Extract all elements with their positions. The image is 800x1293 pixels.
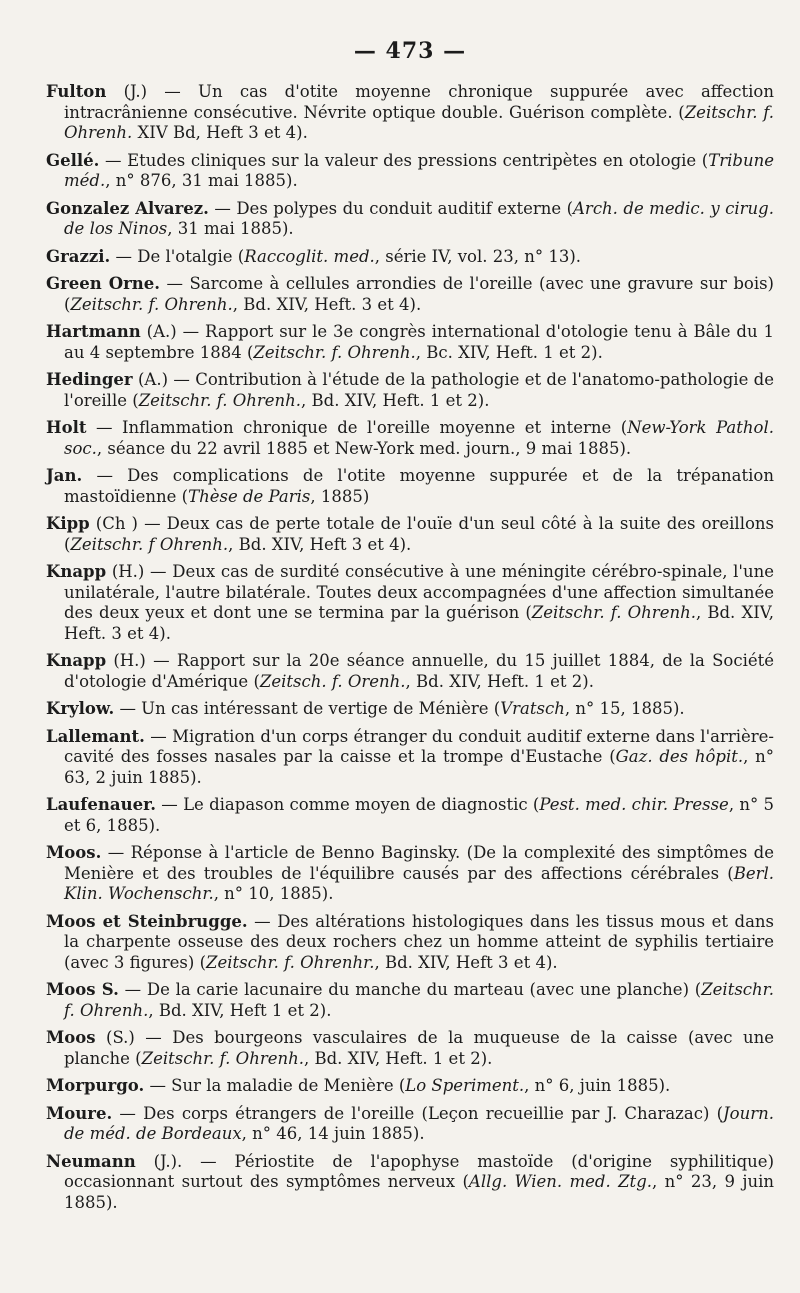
entry-author: Moure.: [46, 1103, 113, 1123]
entry-text: — Sur la maladie de Menière (: [149, 1076, 406, 1095]
bibliography-entry: [46, 514, 774, 555]
entry-reference: Arch. de medic. y cirug. de los Ninos: [64, 198, 774, 238]
bibliography-entry: [46, 1104, 774, 1145]
bibliography-entry: [46, 322, 774, 363]
entry-author: Jan.: [46, 466, 83, 485]
entry-tail: , séance du 22 avril 1885 et New-York med. journ., 9 mai 1885).: [96, 438, 632, 458]
entry-reference: Journ. de méd. de Bordeaux: [64, 1103, 774, 1143]
entry-initial: (J.).: [153, 1151, 183, 1171]
entry-author: Moos et Steinbrugge.: [46, 911, 248, 931]
entry-text: — Des altérations histologiques dans les tissus mous et dans la charpente osseuse des deux rochers chez un homme atteint de syphilis tertiaire (avec 3 figures) (: [64, 911, 775, 972]
entry-text: — Rapport sur le 3e congrès international d'otologie tenu à Bâle du 1 au 4 septembre 1884 (: [64, 322, 774, 362]
bibliography-entry: [46, 274, 774, 315]
entry-text: — Sarcome à cellules arrondies de l'oreille (avec une gravure sur bois) (: [64, 274, 774, 314]
bibliography-entry: [46, 247, 774, 268]
entry-text: — Périostite de l'apophyse mastoïde (d'origine syphilitique) occasionnant surtout des symptômes nerveux (: [64, 1151, 775, 1191]
entry-reference: Zeitschr. f. Ohrenh.: [64, 102, 774, 142]
entry-text: — Des complications de l'otite moyenne suppurée et de la trépanation mastoïdienne (: [64, 466, 774, 506]
entry-author: Hedinger: [46, 370, 133, 389]
entry-reference: New-York Pathol. soc.: [64, 418, 774, 458]
entry-author: Krylow.: [46, 699, 115, 718]
entry-initial: (J.): [123, 82, 148, 101]
entry-reference: Pest. med. chir. Presse: [539, 795, 729, 814]
entry-author: Moos: [46, 1028, 96, 1047]
entry-tail: , 1885): [310, 486, 370, 506]
entry-text: — Etudes cliniques sur la valeur des pressions centripètes en otologie (: [105, 150, 709, 170]
bibliography-entry: [46, 651, 774, 692]
entry-tail: , Bd. XIV, Heft 1 et 2).: [148, 1000, 332, 1020]
entry-author: Gellé.: [46, 150, 100, 170]
entry-text: — Un cas d'otite moyenne chronique suppurée avec affection intracrânienne consécutive. Névrite optique double. Guérison complète. (: [64, 82, 774, 122]
entry-reference: Zeitschr. f. Ohrenh.: [531, 603, 696, 622]
entry-tail: XIV Bd, Heft 3 et 4).: [132, 123, 308, 142]
bibliography-entry: [46, 912, 774, 974]
bibliography-entry: [46, 370, 774, 411]
entry-text: — Des bourgeons vasculaires de la muqueuse de la caisse (avec une planche (: [64, 1028, 774, 1068]
entry-author: Knapp: [46, 562, 107, 581]
entry-initial: (H.): [113, 651, 146, 670]
bibliography-entry: [46, 151, 774, 192]
entry-initial: (A.): [146, 322, 177, 341]
entry-tail: , n° 876, 31 mai 1885).: [105, 171, 298, 190]
entry-text: — Deux cas de surdité consécutive à une méningite cérébro-spinale, l'une unilatérale, l'autre bilatérale. Toutes deux accompagnées d'une affection simultanée des deux yeux et dont une se termina par la guérison (: [64, 562, 774, 622]
entry-author: Morpurgo.: [46, 1076, 145, 1095]
bibliography-entry: [46, 1076, 774, 1097]
entry-author: Neumann: [46, 1151, 136, 1171]
entry-reference: Zeitschr. f Ohrenh.: [70, 534, 229, 554]
entry-reference: Zeitschr. f. Ohrenhr.: [206, 952, 375, 972]
bibliography-entry: [46, 418, 774, 459]
entry-tail: , Bc. XIV, Heft. 1 et 2).: [415, 342, 603, 362]
entry-reference: Berl. Klin. Wochenschr.: [64, 863, 774, 903]
entry-author: Knapp: [46, 651, 107, 670]
entry-tail: , 31 mai 1885).: [167, 219, 294, 238]
entry-tail: , n° 10, 1885).: [213, 884, 334, 903]
entry-tail: , n° 46, 14 juin 1885).: [241, 1124, 425, 1143]
entry-reference: Tribune méd.: [64, 150, 775, 190]
entry-tail: , n° 23, 9 juin 1885).: [64, 1172, 774, 1212]
bibliography-entry: [46, 795, 774, 836]
entry-tail: , n° 5 et 6, 1885).: [64, 795, 775, 835]
entry-text: — Inflammation chronique de l'oreille moyenne et interne (: [96, 418, 628, 437]
bibliography-entry: [46, 843, 774, 905]
entry-text: — De l'otalgie (: [115, 246, 245, 266]
bibliography-entry: [46, 980, 774, 1021]
entry-author: Moos S.: [46, 980, 119, 999]
entry-initial: (H.): [111, 562, 145, 581]
entry-tail: , n° 63, 2 juin 1885).: [64, 747, 774, 787]
bibliography-entry: [46, 727, 774, 789]
entry-reference: Vratsch: [500, 699, 565, 718]
entry-initial: (A.): [137, 370, 169, 389]
bibliography-entry: [46, 562, 774, 644]
entry-text: — De la carie lacunaire du manche du marteau (avec une planche) (: [124, 980, 702, 999]
bibliography-entry: [46, 699, 774, 720]
entry-tail: , Bd. XIV, Heft 3 et 4).: [374, 952, 558, 972]
entry-text: — Des corps étrangers de l'oreille (Leçon recueillie par J. Charazac) (: [119, 1103, 724, 1123]
entry-text: — Réponse à l'article de Benno Baginsky. (De la complexité des simptômes de Menière et des troubles de l'équilibre causés par des affections cérébrales (: [64, 843, 775, 883]
entry-tail: , Bd. XIV, Heft. 1 et 2).: [405, 671, 594, 691]
entry-tail: , série IV, vol. 23, n° 13).: [374, 246, 582, 266]
entry-reference: Zeitschr. f. Ohrenh.: [64, 980, 774, 1020]
entry-author: Gonzalez Alvarez.: [46, 198, 209, 218]
entry-tail: , Bd. XIV, Heft. 3 et 4).: [232, 294, 422, 314]
entry-initial: (Ch ): [95, 514, 138, 533]
bibliography-list: [46, 82, 774, 1213]
entry-reference: Zeitschr. f. Ohrenh.: [253, 342, 416, 362]
entry-tail: , n° 15, 1885).: [564, 699, 685, 718]
entry-author: Moos.: [46, 843, 102, 862]
page-number: — 473 —: [353, 38, 467, 64]
entry-author: Fulton: [46, 82, 107, 101]
bibliography-entry: [46, 466, 774, 507]
entry-text: — Le diapason comme moyen de diagnostic (: [161, 795, 540, 814]
entry-reference: Thèse de Paris: [188, 486, 311, 506]
bibliography-entry: [46, 1028, 774, 1069]
entry-reference: Zeitschr. f. Ohrenh.: [141, 1048, 304, 1068]
entry-reference: Lo Speriment.: [405, 1076, 525, 1095]
bibliography-entry: [46, 1152, 774, 1214]
entry-tail: , Bd. XIV, Heft. 3 et 4).: [64, 603, 774, 643]
entry-tail: , n° 6, juin 1885).: [524, 1076, 671, 1095]
entry-tail: , Bd. XIV, Heft 3 et 4).: [228, 534, 412, 554]
entry-author: Laufenauer.: [46, 795, 156, 814]
entry-author: Kipp: [46, 514, 90, 533]
bibliography-entry: [46, 82, 774, 144]
entry-text: — Rapport sur la 20e séance annuelle, du 15 juillet 1884, de la Société d'otologie d'Amérique (: [64, 651, 775, 691]
entry-reference: Allg. Wien. med. Ztg.: [468, 1172, 652, 1191]
entry-tail: , Bd. XIV, Heft. 1 et 2).: [301, 390, 490, 410]
entry-text: — Deux cas de perte totale de l'ouïe d'un seul côté à la suite des oreillons (: [64, 514, 775, 554]
entry-text: — Des polypes du conduit auditif externe (: [214, 198, 574, 218]
entry-tail: , Bd. XIV, Heft. 1 et 2).: [303, 1048, 493, 1068]
entry-author: Hartmann: [46, 322, 141, 341]
entry-reference: Zeitschr. f. Ohrenh.: [70, 294, 233, 314]
entry-author: Lallemant.: [46, 726, 145, 746]
entry-reference: Gaz. des hôpit.: [615, 747, 744, 766]
entry-author: Grazzi.: [46, 246, 111, 266]
bibliography-entry: [46, 199, 774, 240]
entry-initial: (S.): [106, 1028, 135, 1047]
entry-text: — Migration d'un corps étranger du conduit auditif externe dans l'arrière-cavité des fosses nasales par la caisse et la trompe d'Eustache (: [64, 726, 775, 766]
entry-text: — Contribution à l'étude de la pathologie et de l'anatomo-pathologie de l'oreille (: [64, 370, 774, 410]
entry-reference: Zeitschr. f. Ohrenh.: [138, 390, 302, 410]
entry-reference: Zeitsch. f. Orenh.: [259, 671, 406, 691]
entry-author: Green Orne.: [46, 274, 161, 293]
entry-author: Holt: [46, 418, 87, 437]
entry-reference: Raccoglit. med.: [244, 246, 375, 266]
entry-text: — Un cas intéressant de vertige de Ménière (: [119, 699, 501, 718]
